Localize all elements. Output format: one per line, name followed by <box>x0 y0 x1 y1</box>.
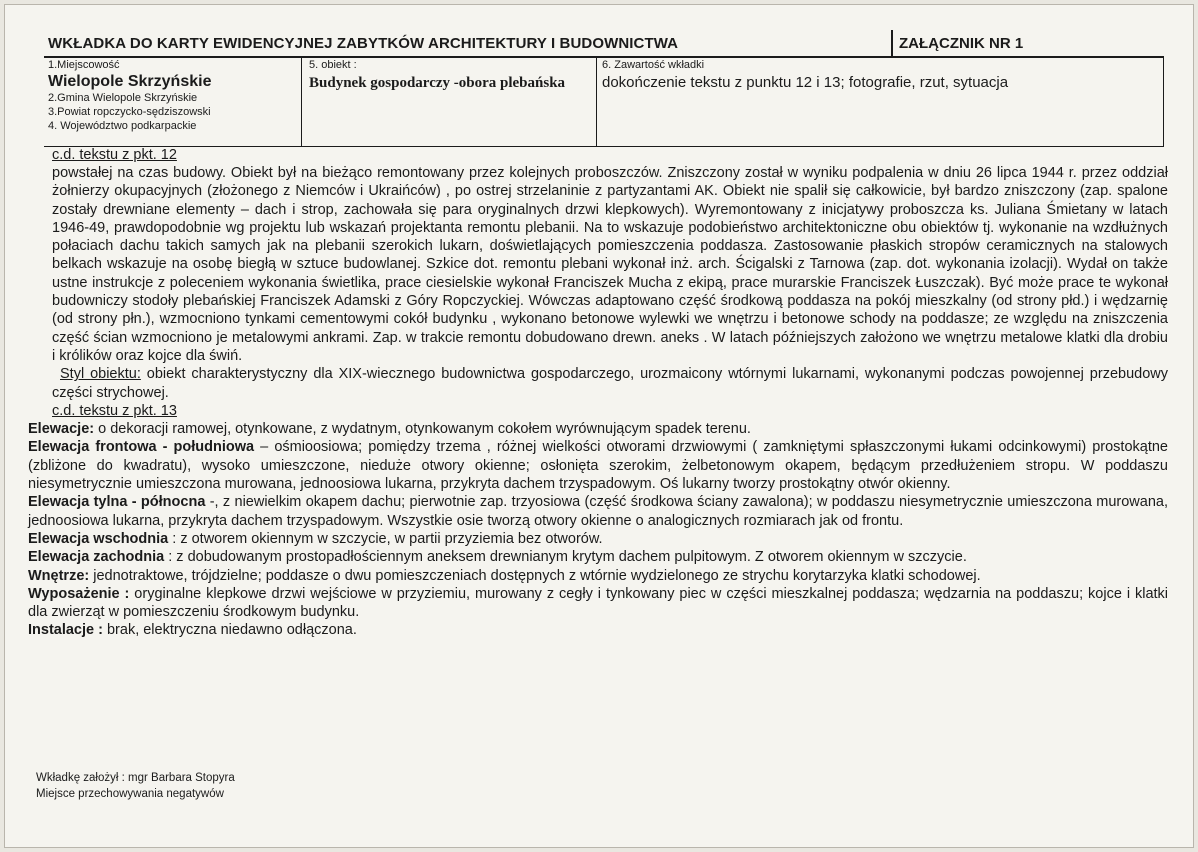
location-label: 1.Miejscowość <box>48 59 120 71</box>
box-object <box>309 58 589 93</box>
box-divider-right <box>1163 58 1164 147</box>
rear-elevation-text: -, z niewielkim okapem dachu; pierwotnie zap. trzyosiowa (część środkowa ściany zawalona); w poddaszu niesymetrycznie umieszczona murowana, jednoosiowa lukarna, przykryta dachem trzyspadowym. Wszystkie osie tworzą otwory okienne o analogicznych rozmiarach jak od frontu. <box>28 494 1168 529</box>
west-elevation-text: : z dobudowanym prostopadłościennym aneksem drewnianym krytym dachem pulpitowym. Z otworem okiennym w szczycie. <box>164 549 967 566</box>
style-text: obiekt charakterystyczny dla XIX-wiecznego budownictwa gospodarczego, urozmaicony wtórnymi lukarnami, wykonanymi podczas powojennej przebudowy części strychowej. <box>52 366 1168 401</box>
box-divider-1 <box>301 58 302 147</box>
place-name: Wielopole Skrzyńskie <box>48 73 212 90</box>
west-elevation-label: Elewacja zachodnia <box>28 549 165 566</box>
equipment-item <box>28 585 1168 622</box>
installations-text: brak, elektryczna niedawno odłączona. <box>102 622 357 639</box>
elevations-label: Elewacje: <box>28 421 95 438</box>
annex-number: ZAŁĄCZNIK NR 1 <box>899 35 1024 52</box>
section-13-heading: c.d. tekstu z pkt. 13 <box>52 402 177 419</box>
rear-elevation-label: Elewacja tylna - północna <box>28 494 206 511</box>
front-elevation-item <box>28 438 1168 493</box>
negatives-line: Miejsce przechowywania negatywów <box>36 788 224 800</box>
east-elevation-label: Elewacja wschodnia <box>28 530 169 547</box>
wojewodztwo: 4. Województwo podkarpackie <box>48 120 197 132</box>
equipment-label: Wyposażenie : <box>28 585 130 602</box>
interior-text: jednotraktowe, trójdzielne; poddasze o dwu pomieszczeniach dostępnych z wtórnie wydzielonego ze strychu korytarzyka klatki schodowej. <box>89 567 981 584</box>
form-title: WKŁADKA DO KARTY EWIDENCYJNEJ ZABYTKÓW ARCHITEKTURY I BUDOWNICTWA <box>48 35 679 52</box>
west-elevation-item <box>28 548 1168 566</box>
elevations-item <box>28 420 1168 438</box>
installations-label: Instalacje : <box>28 622 103 639</box>
gmina: 2.Gmina Wielopole Skrzyńskie <box>48 92 198 104</box>
author-line: Wkładkę założył : mgr Barbara Stopyra <box>36 772 235 784</box>
elevations-text: o dekoracji ramowej, otynkowane, z wydatnym, otynkowanym cokołem wyrównującym spadek terenu. <box>94 421 751 438</box>
section-12-heading: c.d. tekstu z pkt. 12 <box>52 147 177 163</box>
title-separator <box>891 30 893 56</box>
interior-item <box>28 567 1168 585</box>
front-elevation-text: – ośmioosiowa; pomiędzy trzema , różnej wielkości otworami drzwiowymi ( zamkniętymi spłaszczonymi łukami odcinkowymi) prostokątne (zbliżone do kwadratu), wysoko umieszczone, nieduże otwory okienne; osłonięta szerokim, żelbetonowym okapem, będącym przedłużeniem stropu. W poddaszu niesymetrycznie umieszczona murowana, jednoosiowa lukarna, przykryta dachem trzyspadowym. Oś lukarny tworzy prostokątny otwór okienny. <box>28 439 1168 493</box>
contents-text: dokończenie tekstu z punktu 12 i 13; fotografie, rzut, sytuacja <box>602 74 1009 91</box>
section-12-body: powstałej na czas budowy. Obiekt był na bieżąco remontowany przez kolejnych proboszczów. Zniszczony został w wyniku podpalenia w dniu 26 lipca 1944 r. przez oddział żołnierzy okupacyjnych (złożonego z Niemców i Ukraińców) , po ostrej strzelaninie z partyzantami AK. Obiekt nie spalił się całkowicie, był bardzo zniszczony (zap. spalone zostały drewniane elementy – dach i strop, zachowała się para oryginalnych drzwi klepkowych). Wyremontowany z inicjatywy proboszcza ks. Juliana Śmietany w latach 1946-49, prawdopodobnie wg projektu lub wskazań projektanta remontu plebanii. Na to wskazuje podobieństwo architektoniczne obu obiektów tj. wykonanie na wzdłużnych połaciach dachu takich samych jak na plebanii szerokich lukarn, doświetlających pomieszczenia poddasza. Zastosowanie płaskich stropów ceramicznych na stalowych belkach wskazuje na osobę biegłą w sztuce budowlanej. Szkice dot. remontu plebani wykonał inż. arch. Ścigalski z Tarnowa (zap. dot. wykonania izolacji). Wydał on także ustne instrukcje z poleceniem wykonania świetlika, prace ciesielskie wykonał Franciszek Mucha z ekipą, prace murarskie Franciszek Łuszczak). Być może prace te wykonał budowniczy stodoły plebańskiej Franciszek Adamski z Góry Ropczyckiej. Wówczas adaptowano część środkową poddasza na pokój mieszkalny (od strony płd.) i wędzarnię (od strony płn.), wzmocniono tynkami cementowymi cokół budynku , wykonano betonowe wylewki we wnętrzu i betonowe schody na poddasze; ze względu na zniszczenia część ścian wzmocniono je metalowymi ankrami. Zap. w trakcie remontu dobudowano drewn. aneks . W latach późniejszych założono we wnętrzu metalowe klatki dla drobiu i królików oraz kojce dla świń. <box>52 165 1168 364</box>
equipment-text: oryginalne klepkowe drzwi wejściowe w przyziemiu, murowany z cegły i tynkowany piec w części mieszkalnej poddasza; wędzarnia na poddaszu; kojce i klatki dla zwierząt w pomieszczeniu środkowym budynku. <box>28 585 1169 621</box>
style-paragraph <box>28 365 1168 402</box>
section-12-body-wrap <box>28 164 1168 640</box>
box-location <box>48 58 211 133</box>
boxes-bottom-rule <box>44 146 1164 147</box>
powiat: 3.Powiat ropczycko-sędziszowski <box>48 106 211 118</box>
box-contents <box>602 58 1152 92</box>
interior-label: Wnętrze: <box>28 567 90 584</box>
east-elevation-text: : z otworem okiennym w szczycie, w partii przyziemia bez otworów. <box>168 530 603 547</box>
installations-item <box>28 621 1168 639</box>
front-elevation-label: Elewacja frontowa - południowa <box>28 439 255 456</box>
object-name: Budynek gospodarczy -obora plebańska <box>309 75 566 91</box>
object-label: 5. obiekt : <box>309 59 357 71</box>
box-divider-2 <box>596 58 597 147</box>
rear-elevation-item <box>28 493 1168 530</box>
style-label: Styl obiektu: <box>60 366 141 383</box>
contents-label: 6. Zawartość wkładki <box>602 59 705 71</box>
east-elevation-item <box>28 530 1168 548</box>
footer <box>36 770 235 802</box>
